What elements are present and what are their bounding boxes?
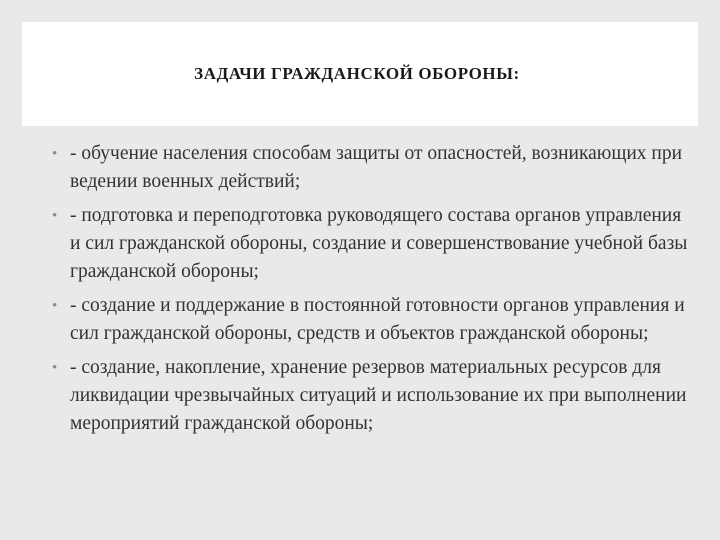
bullet-icon: • — [52, 298, 58, 314]
bullet-list — [52, 140, 692, 444]
title-box — [22, 22, 698, 126]
bullet-item — [52, 354, 692, 438]
bullet-text: - создание и поддержание в постоянной готовности органов управления и сил гражданской обороны, средств и объектов гражданской обороны; — [70, 295, 685, 344]
bullet-text: - подготовка и переподготовка руководящего состава органов управления и сил гражданской обороны, создание и совершенствование учебной базы гражданской обороны; — [70, 205, 688, 282]
bullet-text: - обучение населения способам защиты от опасностей, возникающих при ведении военных действий; — [70, 143, 683, 192]
bullet-item — [52, 292, 692, 348]
bullet-item — [52, 202, 692, 286]
bullet-icon: • — [52, 360, 58, 376]
bullet-text: - создание, накопление, хранение резервов материальных ресурсов для ликвидации чрезвычайных ситуаций и использование их при выполнении мероприятий гражданской обороны; — [70, 357, 687, 434]
bullet-icon: • — [52, 208, 58, 224]
bullet-icon: • — [52, 146, 58, 162]
slide-title: ЗАДАЧИ ГРАЖДАНСКОЙ ОБОРОНЫ: — [194, 64, 520, 83]
bullet-item — [52, 140, 692, 196]
